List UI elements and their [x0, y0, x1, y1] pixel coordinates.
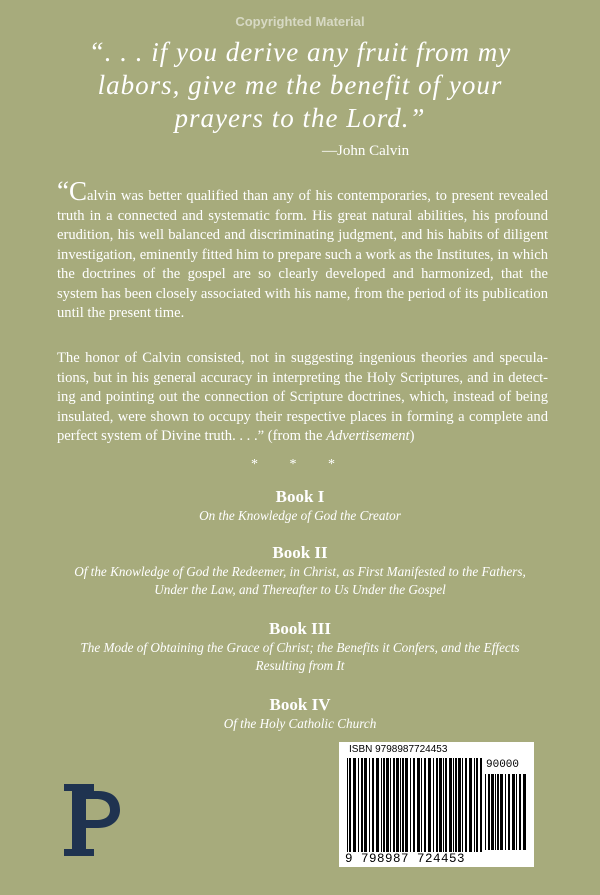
barcode-bar	[495, 774, 496, 850]
barcode-bar	[349, 758, 351, 852]
book-title: Book II	[272, 543, 328, 562]
price-code: 90000	[486, 759, 520, 771]
barcode-bar	[428, 758, 431, 852]
barcode-bar	[505, 774, 506, 850]
epigraph-line: “. . . if you derive any fruit from my	[88, 37, 512, 67]
barcode-bar	[469, 758, 472, 852]
book-title: Book III	[269, 619, 331, 638]
book-subtitle: Under the Law, and Thereafter to Us Under the Gospel	[154, 582, 446, 597]
barcode-bar	[462, 758, 463, 852]
barcode-bar	[347, 758, 348, 852]
barcode-bar	[383, 758, 385, 852]
barcode-bar	[500, 774, 503, 850]
book-subtitle: Resulting from It	[255, 658, 345, 673]
barcode-bar	[443, 758, 444, 852]
epigraph-line: labors, give me the benefit of your	[97, 70, 503, 100]
barcode-bar	[376, 758, 379, 852]
barcode-bar	[417, 758, 420, 852]
barcode-bar	[421, 758, 422, 852]
barcode-bar	[449, 758, 452, 852]
barcode-bar	[433, 758, 434, 852]
source-title: Advertisement	[326, 428, 410, 444]
barcode-bar	[485, 774, 486, 850]
barcode-bar	[480, 758, 482, 852]
epigraph-attribution: —John Calvin	[322, 143, 410, 159]
book-subtitle: The Mode of Obtaining the Grace of Christ; the Benefits it Confers, and the Effects	[80, 640, 520, 655]
barcode-digits: 9 798987 724453	[345, 852, 466, 866]
barcode-bar	[445, 758, 447, 852]
book-title: Book IV	[269, 695, 331, 714]
barcode-bar	[508, 774, 510, 850]
barcode-bar	[400, 758, 401, 852]
barcode-bar	[491, 774, 494, 850]
barcode-bar	[381, 758, 382, 852]
barcode-bar	[353, 758, 356, 852]
barcode-bar	[523, 774, 526, 850]
barcode-bar	[390, 758, 391, 852]
barcode-bar	[439, 758, 442, 852]
barcode-bar	[516, 774, 517, 850]
epigraph-quote	[60, 36, 540, 135]
barcode-bar	[455, 758, 457, 852]
barcode-bar	[361, 758, 363, 852]
barcode-bar	[488, 774, 490, 850]
barcode-bar	[453, 758, 454, 852]
barcode-bar	[372, 758, 374, 852]
barcode-bar	[519, 774, 521, 850]
barcode-bars-icon	[347, 758, 482, 852]
description-paragraph-1	[57, 176, 548, 324]
barcode-bar	[358, 758, 359, 852]
book-subtitle: Of the Knowledge of God the Redeemer, in Christ, as First Manifested to the Fathers,	[74, 564, 526, 579]
paragraph-end: )	[409, 428, 415, 444]
barcode-bar	[364, 758, 367, 852]
book-entry	[150, 487, 450, 525]
addon-barcode-bars-icon	[485, 774, 527, 850]
publisher-logo-icon	[60, 780, 124, 860]
barcode-bar	[497, 774, 499, 850]
epigraph-line: prayers to the Lord.”	[174, 103, 426, 133]
barcode-bar	[393, 758, 395, 852]
description-paragraph-2	[57, 349, 548, 447]
book-entry	[74, 543, 526, 599]
barcode-bar	[474, 758, 475, 852]
drop-cap: “C	[57, 176, 87, 206]
barcode-bar	[386, 758, 389, 852]
book-entry	[150, 695, 450, 733]
isbn-label: ISBN 9798987724453	[349, 744, 448, 755]
book-subtitle: On the Knowledge of God the Creator	[199, 508, 401, 523]
copyright-watermark: Copyrighted Material	[235, 14, 365, 29]
barcode-bar	[465, 758, 467, 852]
barcode-bar	[476, 758, 478, 852]
barcode-bar	[402, 758, 404, 852]
isbn-barcode	[339, 742, 534, 867]
paragraph-text: The honor of Calvin consisted, not in suggesting ingenious theories and specula-tions, but in his general accuracy in interpreting the Holy Scriptures, and in detect-ing and pointing out the connection of Scripture doctrines, which, instead of being insulated, were shown to occupy their respective places in forming a complete and perfect system of Divine truth. . . .” (from the	[57, 350, 548, 444]
barcode-bar	[410, 758, 411, 852]
barcode-bar	[424, 758, 426, 852]
barcode-bar	[396, 758, 399, 852]
barcode-bar	[369, 758, 370, 852]
barcode-bar	[512, 774, 515, 850]
paragraph-text: alvin was better qualified than any of his contemporaries, to present revealed truth in a connected and systematic form. His great natural abilities, his profound erudition, his well balanced and discriminating judgment, and his habits of diligent investigation, eminently fitted him to prepare such a work as the Institutes, in which the doctrines of the gospel are so clearly developed and harmonized, that the system has been closely associated with his name, from the period of its publication until the present time.	[57, 188, 548, 321]
barcode-bar	[436, 758, 438, 852]
barcode-bar	[413, 758, 415, 852]
barcode-bar	[458, 758, 461, 852]
book-title: Book I	[275, 487, 325, 506]
barcode-bar	[405, 758, 408, 852]
section-separator: * * *	[251, 457, 349, 472]
book-entry	[80, 619, 520, 675]
book-subtitle: Of the Holy Catholic Church	[223, 716, 377, 731]
